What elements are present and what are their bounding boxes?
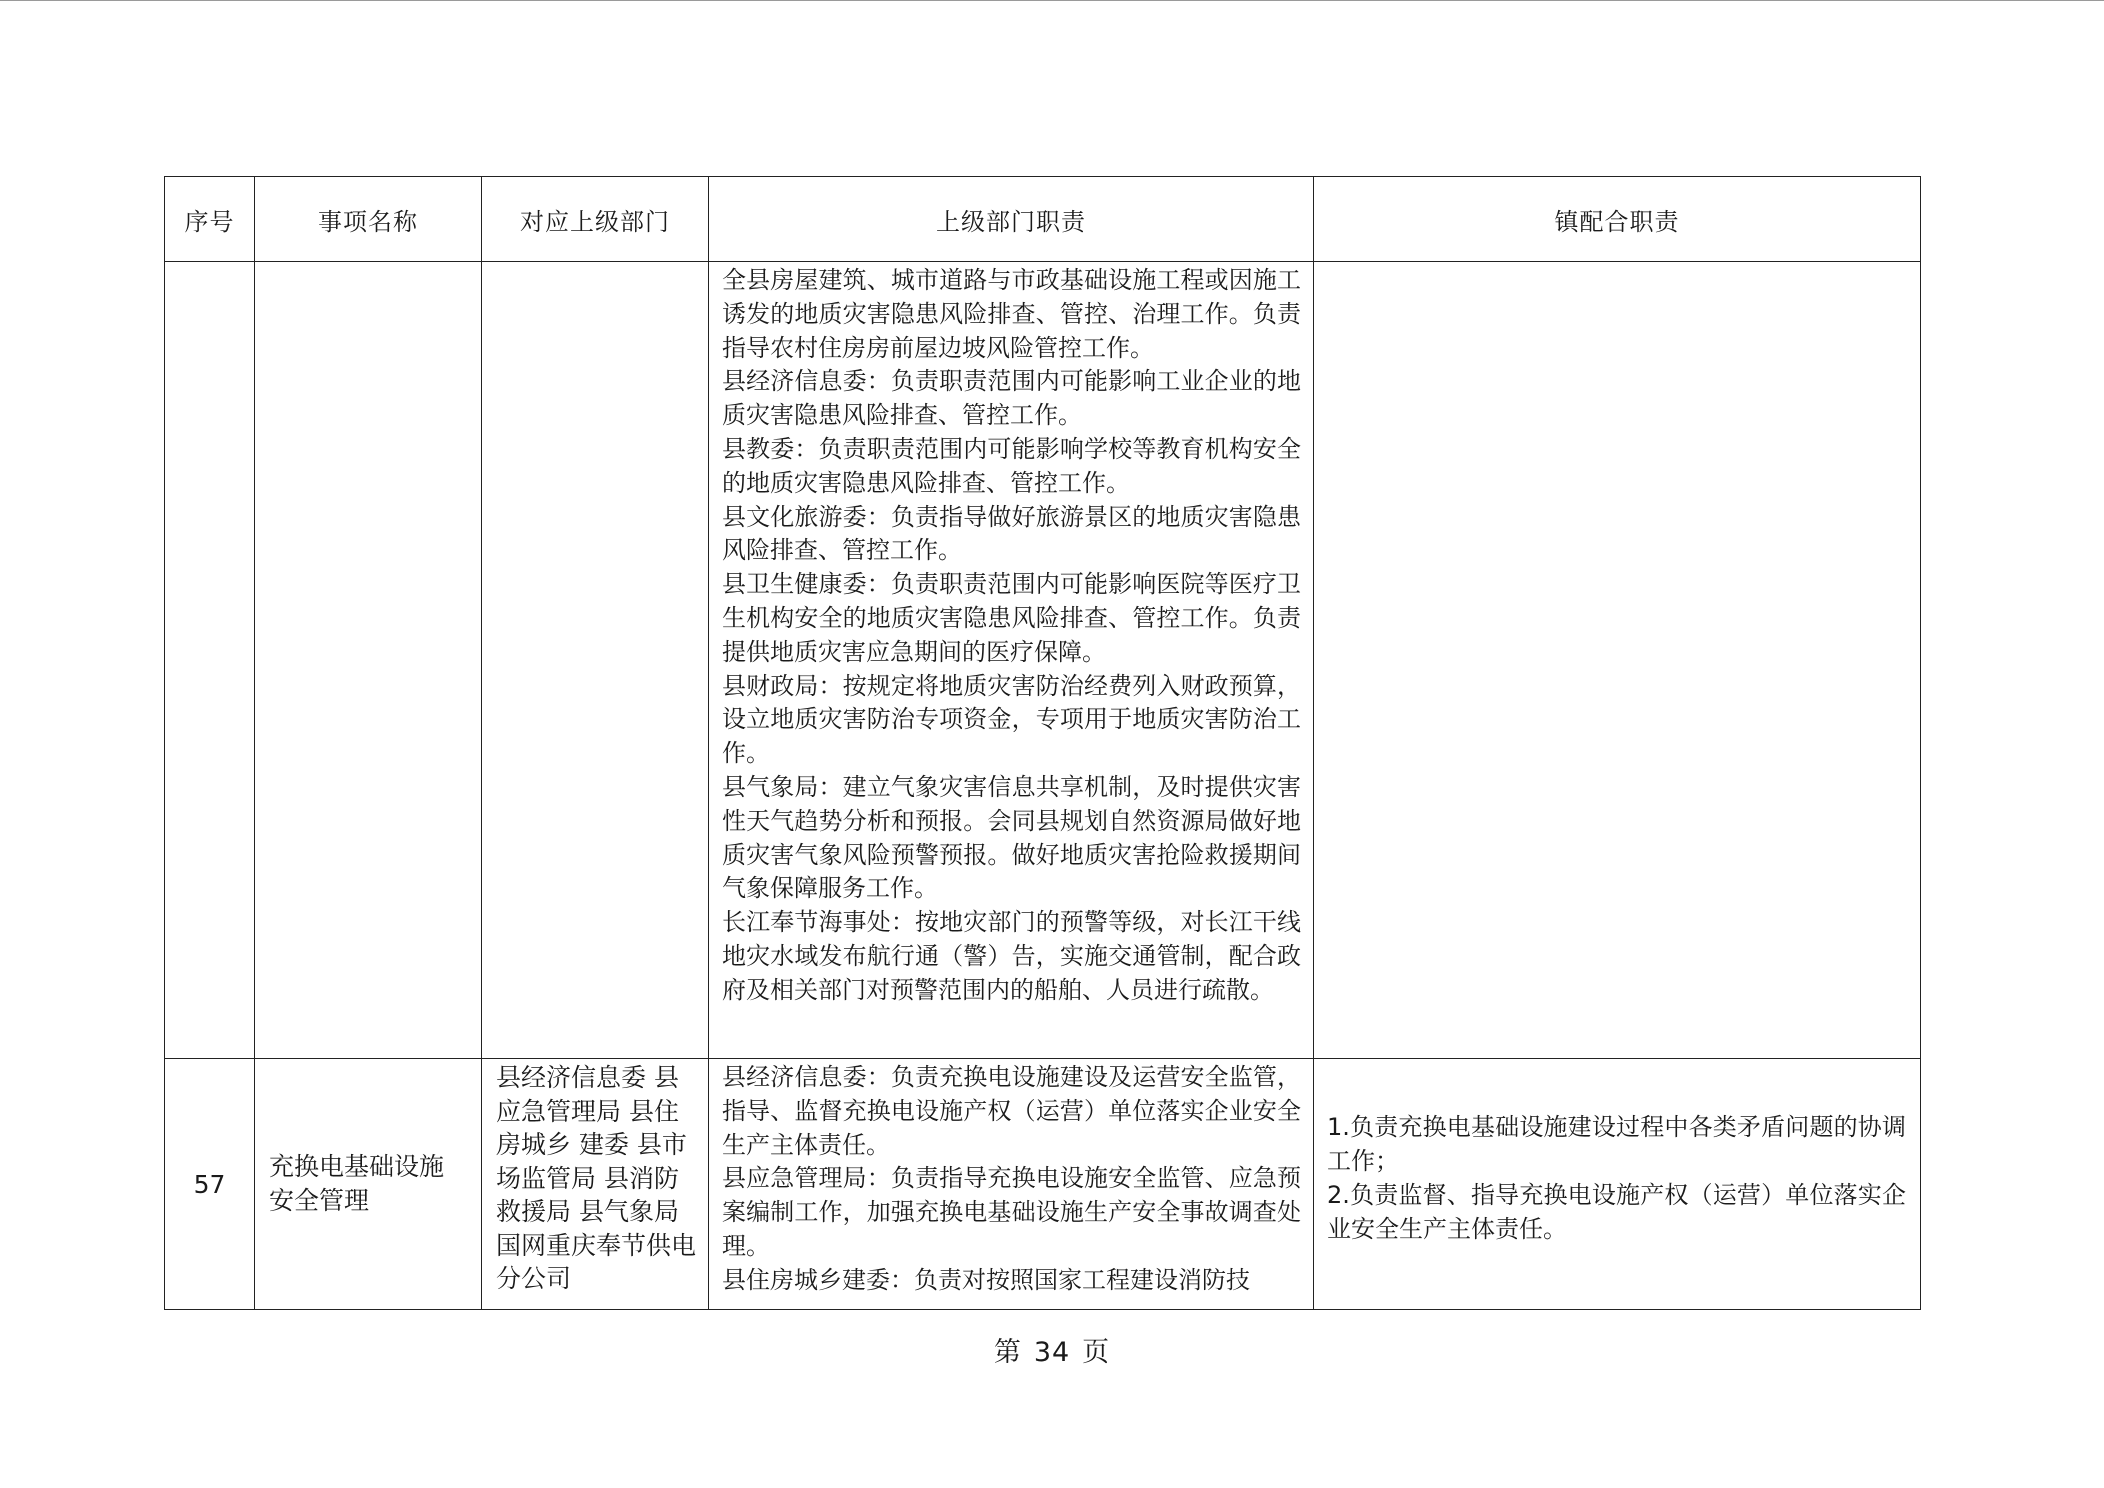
table-row-continued <box>165 262 1921 1059</box>
cell-town <box>1314 262 1921 1059</box>
page-suffix: 页 <box>1082 1337 1111 1368</box>
duty-paragraph: 县卫生健康委：负责职责范围内可能影响医院等医疗卫生机构安全的地质灾害隐患风险排查、管控工作。负责提供地质灾害应急期间的医疗保障。 <box>722 570 1301 666</box>
header-town: 镇配合职责 <box>1314 177 1921 262</box>
duty-paragraph: 县应急管理局：负责指导充换电设施安全监管、应急预案编制工作，加强充换电基础设施生产安全事故调查处理。 <box>722 1164 1301 1260</box>
duty-paragraph: 县经济信息委：负责充换电设施建设及运营安全监管，指导、监督充换电设施产权（运营）单位落实企业安全生产主体责任。 <box>722 1063 1301 1159</box>
duty-text-block <box>709 1059 1313 1298</box>
duty-paragraph: 县住房城乡建委：负责对按照国家工程建设消防技 <box>722 1265 1250 1294</box>
town-paragraph: 1.负责充换电基础设施建设过程中各类矛盾问题的协调工作； <box>1327 1113 1906 1175</box>
duty-paragraph: 县财政局：按规定将地质灾害防治经费列入财政预算，设立地质灾害防治专项资金，专项用于地质灾害防治工作。 <box>722 671 1301 768</box>
table-row-57 <box>165 1059 1921 1310</box>
cell-dept <box>482 262 709 1059</box>
cell-town <box>1314 1059 1921 1310</box>
town-paragraph: 2.负责监督、指导充换电设施产权（运营）单位落实企业安全生产主体责任。 <box>1327 1181 1906 1243</box>
header-dept: 对应上级部门 <box>482 177 709 262</box>
duty-paragraph: 县气象局：建立气象灾害信息共享机制，及时提供灾害性天气趋势分析和预报。会同县规划自然资源局做好地质灾害气象风险预警预报。做好地质灾害抢险救援期间气象保障服务工作。 <box>722 772 1301 903</box>
cell-no <box>165 262 255 1059</box>
cell-dept: 县经济信息委 县应急管理局 县住房城乡 建委 县市场监管局 县消防救援局 县气象局 国网重庆奉节供电分公司 <box>482 1059 709 1310</box>
duty-paragraph: 县经济信息委：负责职责范围内可能影响工业企业的地质灾害隐患风险排查、管控工作。 <box>722 367 1301 430</box>
duty-paragraph: 长江奉节海事处：按地灾部门的预警等级，对长江干线地灾水域发布航行通（警）告，实施交通管制，配合政府及相关部门对预警范围内的船舶、人员进行疏散。 <box>722 908 1301 1004</box>
page-prefix: 第 <box>993 1337 1022 1368</box>
table-header-row <box>165 177 1921 262</box>
header-name: 事项名称 <box>255 177 482 262</box>
duty-paragraph: 县文化旅游委：负责指导做好旅游景区的地质灾害隐患风险排查、管控工作。 <box>722 502 1301 565</box>
page-footer <box>0 1330 2104 1369</box>
cell-no: 57 <box>165 1059 255 1310</box>
header-no: 序号 <box>165 177 255 262</box>
cell-name <box>255 262 482 1059</box>
cell-name: 充换电基础设施安全管理 <box>255 1059 482 1310</box>
header-duty: 上级部门职责 <box>709 177 1314 262</box>
duty-paragraph: 县教委：负责职责范围内可能影响学校等教育机构安全的地质灾害隐患风险排查、管控工作。 <box>722 434 1301 497</box>
duty-table <box>164 176 1921 1310</box>
cell-duty <box>709 1059 1314 1310</box>
page-number: 34 <box>1033 1337 1071 1368</box>
cell-duty <box>709 262 1314 1059</box>
top-border-line <box>0 0 2104 1</box>
duty-paragraph: 全县房屋建筑、城市道路与市政基础设施工程或因施工诱发的地质灾害隐患风险排查、管控、治理工作。负责指导农村住房房前屋边坡风险管控工作。 <box>722 266 1301 362</box>
duty-text-block <box>709 262 1313 1008</box>
